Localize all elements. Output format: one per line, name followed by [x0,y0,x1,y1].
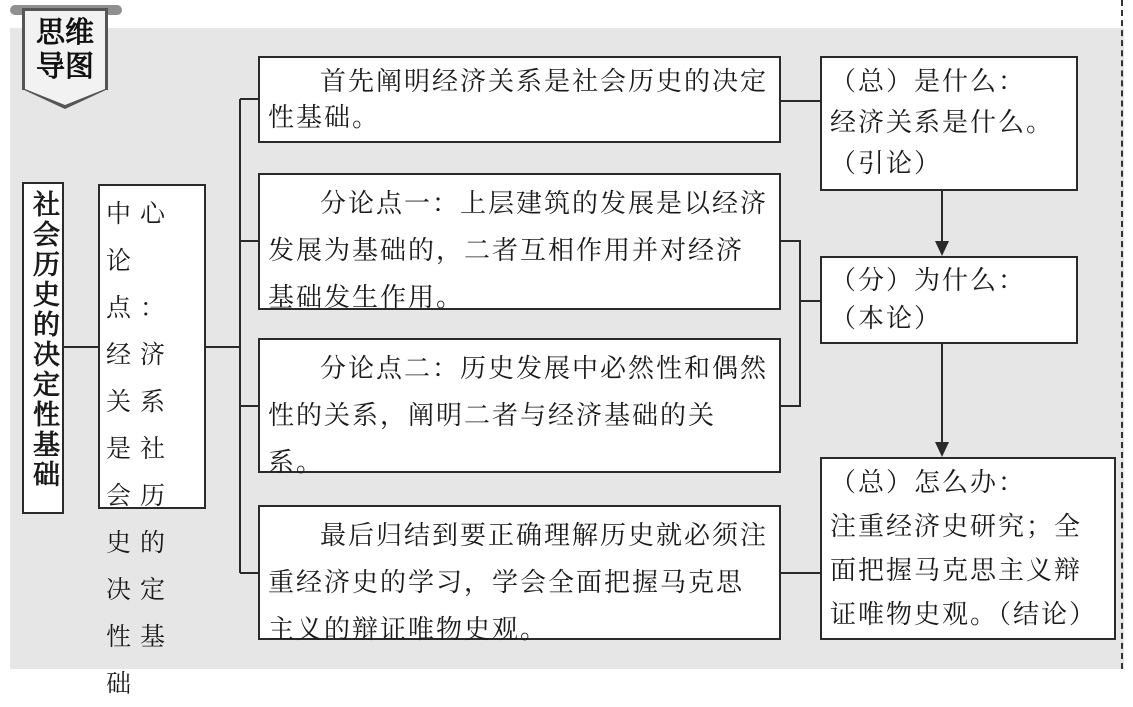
structure-intro-line-3: （引论） [830,149,943,179]
body-box-conclusion: 最后归结到要正确理解历史就必须注重经济史的学习，学会全面把握马克思主义的辩证唯物史观。 [258,505,781,640]
structure-body-line-1: （分）为什么： [830,266,1027,296]
structure-conclusion-line-1: （总）怎么办： [830,468,1027,498]
thesis-box: 中心论点：经济关系是社会历史的决定性基础 [98,184,206,509]
body-box-intro: 首先阐明经济关系是社会历史的决定性基础。 [258,56,781,143]
flow-arrow-2-head [935,442,949,457]
structure-body-line-2: （本论） [830,304,943,334]
badge-line-2: 导图 [35,49,94,83]
badge-line-1: 思维 [35,15,94,49]
structure-intro-line-1: （总）是什么： [830,67,1027,97]
body-box-point-2: 分论点二：历史发展中必然性和偶然性的关系，阐明二者与经济基础的关系。 [258,338,781,473]
flow-arrow-1-head [935,241,949,256]
structure-box-body [820,256,1078,344]
structure-conclusion-line-2: 注重经济史研究；全面把握马克思主义辩证唯物史观。（结论） [830,512,1098,630]
topic-title: 社会历史的决定性基础 [22,182,64,514]
middle-bracket [781,241,800,406]
structure-box-intro [820,56,1078,191]
structure-intro-line-2: 经济关系是什么。 [830,108,1055,138]
body-box-point-1: 分论点一：上层建筑的发展是以经济发展为基础的，二者互相作用并对经济基础发生作用。 [258,173,781,310]
structure-box-conclusion [820,457,1116,640]
